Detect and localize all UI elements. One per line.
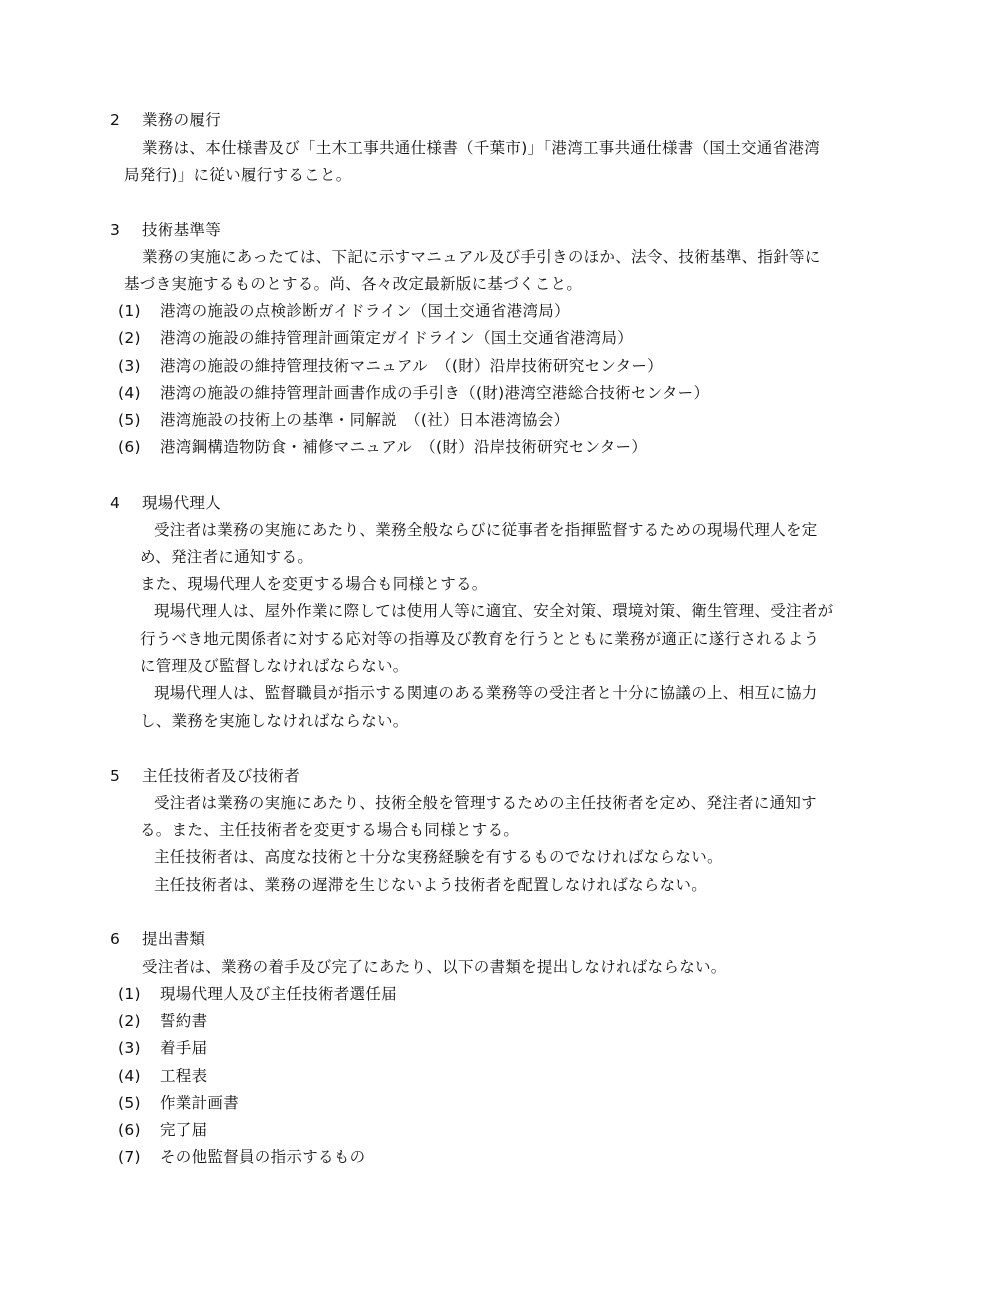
list-item-number: (5): [118, 1094, 141, 1112]
paragraph-line: 受注者は業務の実施にあたり、業務全般ならびに従事者を指揮監督するための現場代理人を定: [154, 521, 818, 539]
list-item-number: (3): [118, 1039, 141, 1057]
section-title: 主任技術者及び技術者: [142, 767, 301, 785]
list-item-text: 完了届: [160, 1121, 208, 1139]
list-item: [118, 1038, 207, 1058]
list-item-number: (7): [118, 1148, 141, 1166]
paragraph-line: 現場代理人は、監督職員が指示する関連のある業務等の受注者と十分に協議の上、相互に協力: [154, 684, 818, 702]
paragraph-line: 主任技術者は、業務の遅滞を生じないよう技術者を配置しなければならない。: [154, 876, 708, 894]
list-item: [118, 1011, 207, 1031]
section-title: 業務の履行: [142, 111, 222, 129]
section-4-heading: [110, 493, 221, 513]
paragraph-line: に管理及び監督しなければならない。: [140, 657, 409, 675]
list-item-number: (3): [118, 357, 141, 375]
section-title: 技術基準等: [142, 221, 222, 239]
list-item-text: 港湾の施設の維持管理計画書作成の手引き（(財)港湾空港総合技術センター）: [160, 384, 710, 402]
list-item: [118, 1066, 207, 1086]
list-item-text: 誓約書: [160, 1012, 208, 1030]
paragraph-line: 現場代理人は、屋外作業に際しては使用人等に適宜、安全対策、環境対策、衛生管理、受注者が: [154, 602, 834, 620]
list-item: [118, 356, 663, 376]
list-item: [118, 1147, 365, 1167]
paragraph-line: し、業務を実施しなければならない。: [140, 712, 409, 730]
list-item: [118, 410, 569, 430]
list-item-number: (4): [118, 384, 141, 402]
list-item-text: 港湾の施設の維持管理技術マニュアル （(財）沿岸技術研究センター）: [160, 357, 663, 375]
paragraph-line: め、発注者に通知する。: [140, 548, 314, 566]
paragraph-line: る。また、主任技術者を変更する場合も同様とする。: [140, 821, 520, 839]
list-item-text: 作業計画書: [160, 1094, 240, 1112]
list-item-number: (6): [118, 1121, 141, 1139]
list-item-text: 現場代理人及び主任技術者選任届: [160, 985, 398, 1003]
section-3-heading: [110, 220, 221, 240]
section-number: 4: [110, 494, 121, 512]
list-item-number: (2): [118, 329, 141, 347]
paragraph-line: 主任技術者は、高度な技術と十分な実務経験を有するものでなければならない。: [154, 848, 723, 866]
list-item-text: その他監督員の指示するもの: [160, 1148, 366, 1166]
section-title: 提出書類: [142, 930, 206, 948]
section-title: 現場代理人: [142, 494, 222, 512]
paragraph-line: 局発行)」に従い履行すること。: [124, 166, 352, 184]
list-item: [118, 1120, 207, 1140]
list-item-text: 港湾施設の技術上の基準・同解説 （(社）日本港湾協会）: [160, 411, 570, 429]
list-item: [118, 328, 633, 348]
list-item: [118, 437, 647, 457]
list-item-number: (2): [118, 1012, 141, 1030]
section-6-heading: [110, 929, 205, 949]
list-item-number: (1): [118, 302, 141, 320]
list-item-number: (1): [118, 985, 141, 1003]
list-item: [118, 1093, 239, 1113]
section-2-heading: [110, 110, 221, 130]
paragraph-line: 行うべき地元関係者に対する応対等の指導及び教育を行うとともに業務が適正に遂行されるよう: [140, 630, 820, 648]
list-item: [118, 301, 570, 321]
list-item-number: (4): [118, 1067, 141, 1085]
list-item-text: 工程表: [160, 1067, 208, 1085]
section-number: 6: [110, 930, 121, 948]
section-5-heading: [110, 766, 300, 786]
list-item: [118, 984, 397, 1004]
paragraph-line: 受注者は業務の実施にあたり、技術全般を管理するための主任技術者を定め、発注者に通知す: [154, 794, 817, 812]
list-item-number: (6): [118, 438, 141, 456]
section-number: 3: [110, 221, 121, 239]
paragraph-line: 基づき実施するものとする。尚、各々改定最新版に基づくこと。: [124, 275, 583, 293]
section-number: 5: [110, 767, 121, 785]
paragraph-line: 業務の実施にあったては、下記に示すマニュアル及び手引きのほか、法令、技術基準、指針等に: [142, 248, 821, 266]
list-item-text: 港湾の施設の点検診断ガイドライン（国土交通省港湾局）: [160, 302, 570, 320]
paragraph-line: 業務は、本仕様書及び「土木工事共通仕様書（千葉市)」「港湾工事共通仕様書（国土交通省港湾: [142, 139, 820, 157]
paragraph-line: また、現場代理人を変更する場合も同様とする。: [140, 575, 488, 593]
section-number: 2: [110, 111, 121, 129]
list-item: [118, 383, 709, 403]
paragraph-line: 受注者は、業務の着手及び完了にあたり、以下の書類を提出しなければならない。: [142, 958, 727, 976]
list-item-text: 着手届: [160, 1039, 208, 1057]
list-item-text: 港湾の施設の維持管理計画策定ガイドライン（国土交通省港湾局）: [160, 329, 634, 347]
list-item-number: (5): [118, 411, 141, 429]
list-item-text: 港湾鋼構造物防食・補修マニュアル （(財）沿岸技術研究センター）: [160, 438, 648, 456]
